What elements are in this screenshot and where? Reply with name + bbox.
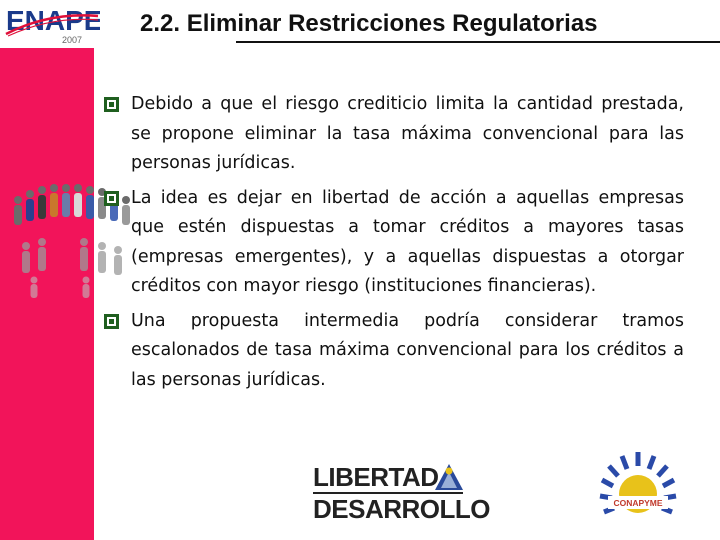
list-item xyxy=(100,90,684,179)
libertad-triangle-icon xyxy=(433,462,465,492)
libertad-logo-line1: LIBERTAD xyxy=(313,462,439,492)
conapyme-logo xyxy=(592,444,684,536)
libertad-logo-line2: DESARROLLO xyxy=(313,494,490,524)
bullet-text: Debido a que el riesgo crediticio limita la cantidad prestada, se propone eliminar la tasa máxima convencional para las personas jurídicas. xyxy=(131,94,684,173)
conapyme-logo-text: CONAPYME xyxy=(613,498,663,508)
enape-logo-text: ENAPE xyxy=(6,5,100,36)
checkbox-bullet-icon xyxy=(103,313,120,330)
page-title: 2.2. Eliminar Restricciones Regulatorias xyxy=(140,10,598,37)
enape-logo xyxy=(4,2,100,46)
logo-divider xyxy=(313,492,463,494)
list-item xyxy=(100,307,684,396)
checkbox-bullet-icon xyxy=(103,96,120,113)
checkbox-bullet-icon xyxy=(103,190,120,207)
enape-logo-year: 2007 xyxy=(62,35,83,45)
list-item xyxy=(100,184,684,302)
title-underline xyxy=(236,41,720,43)
bullet-text: La idea es dejar en libertad de acción a aquellas empresas que estén dispuestas a tomar créditos a mayores tasas (empresas emergentes), y a aquellas dispuestas a otorgar créditos con mayor riesgo (instituciones financieras). xyxy=(131,187,684,296)
bullet-text: Una propuesta intermedia podría considerar tramos escalonados de tasa máxima convencional para los créditos a las personas jurídicas. xyxy=(131,310,684,390)
bullet-list xyxy=(100,90,684,400)
libertad-desarrollo-logo xyxy=(305,456,490,528)
